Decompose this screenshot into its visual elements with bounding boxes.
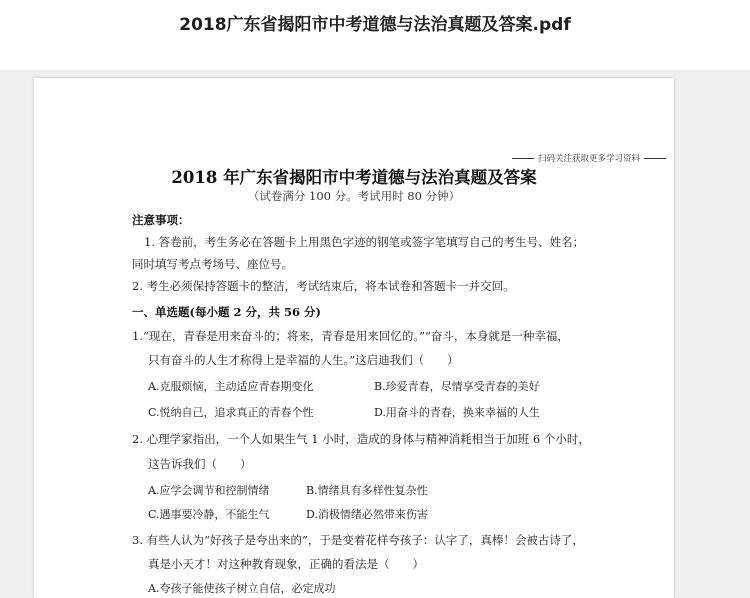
question-3-option-a: A.夸孩子能使孩子树立自信，必定成功 — [148, 582, 336, 595]
note-1-line-1: 1. 答卷前，考生务必在答题卡上用黑色字迹的钢笔或签字笔填写自己的考生号、姓名； — [144, 235, 585, 249]
question-2-option-d: D.消极情绪必然带来伤害 — [306, 508, 428, 521]
watermark-text: 扫码关注获取更多学习资料 — [538, 154, 641, 164]
document-page — [34, 78, 674, 598]
question-1-line-1: 1.“现在，青春是用来奋斗的；将来，青春是用来回忆的。”“奋斗，本身就是一种幸福， — [132, 329, 569, 343]
notes-heading: 注意事项： — [132, 213, 190, 227]
question-2-line-1: 2. 心理学家指出，一个人如果生气 1 小时，造成的身体与精神消耗相当于加班 6 个小时， — [132, 432, 590, 446]
question-3-line-1: 3. 有些人认为“好孩子是夸出来的”，于是变着花样夸孩子：认字了，真棒！会被古诗了， — [132, 533, 584, 547]
watermark — [512, 152, 666, 164]
file-title: 2018广东省揭阳市中考道德与法治真题及答案.pdf — [179, 15, 571, 35]
question-2-option-c: C.遇事要冷静，不能生气 — [148, 508, 270, 521]
question-2-option-a: A.应学会调节和控制情绪 — [148, 484, 270, 497]
dash-right — [644, 158, 666, 159]
question-3-line-2: 真是小天才！对这种教育现象，正确的看法是（ ） — [148, 557, 424, 571]
question-1-option-b: B.珍爱青春，尽情享受青春的美好 — [374, 380, 540, 393]
document-subtitle: （试卷满分 100 分。考试用时 80 分钟） — [247, 189, 461, 203]
note-1-line-2: 同时填写考点考场号、座位号。 — [132, 257, 293, 271]
question-1-option-c: C.悦纳自己，追求真正的青春个性 — [148, 406, 314, 419]
question-1-line-2: 只有奋斗的人生才称得上是幸福的人生。”这启迪我们（ ） — [148, 353, 459, 367]
question-2-line-2: 这告诉我们（ ） — [148, 457, 252, 471]
document-title: 2018 年广东省揭阳市中考道德与法治真题及答案 — [171, 168, 537, 187]
question-2-option-b: B.情绪具有多样性复杂性 — [306, 484, 428, 497]
dash-left — [512, 158, 534, 159]
section-heading: 一、单选题(每小题 2 分，共 56 分) — [132, 305, 321, 319]
question-1-option-d: D.用奋斗的青春，换来幸福的人生 — [374, 406, 540, 419]
viewer-header — [0, 0, 750, 70]
question-1-option-a: A.克服烦恼，主动适应青春期变化 — [148, 380, 314, 393]
note-2: 2. 考生必须保持答题卡的整洁，考试结束后，将本试卷和答题卡一并交回。 — [132, 279, 515, 293]
